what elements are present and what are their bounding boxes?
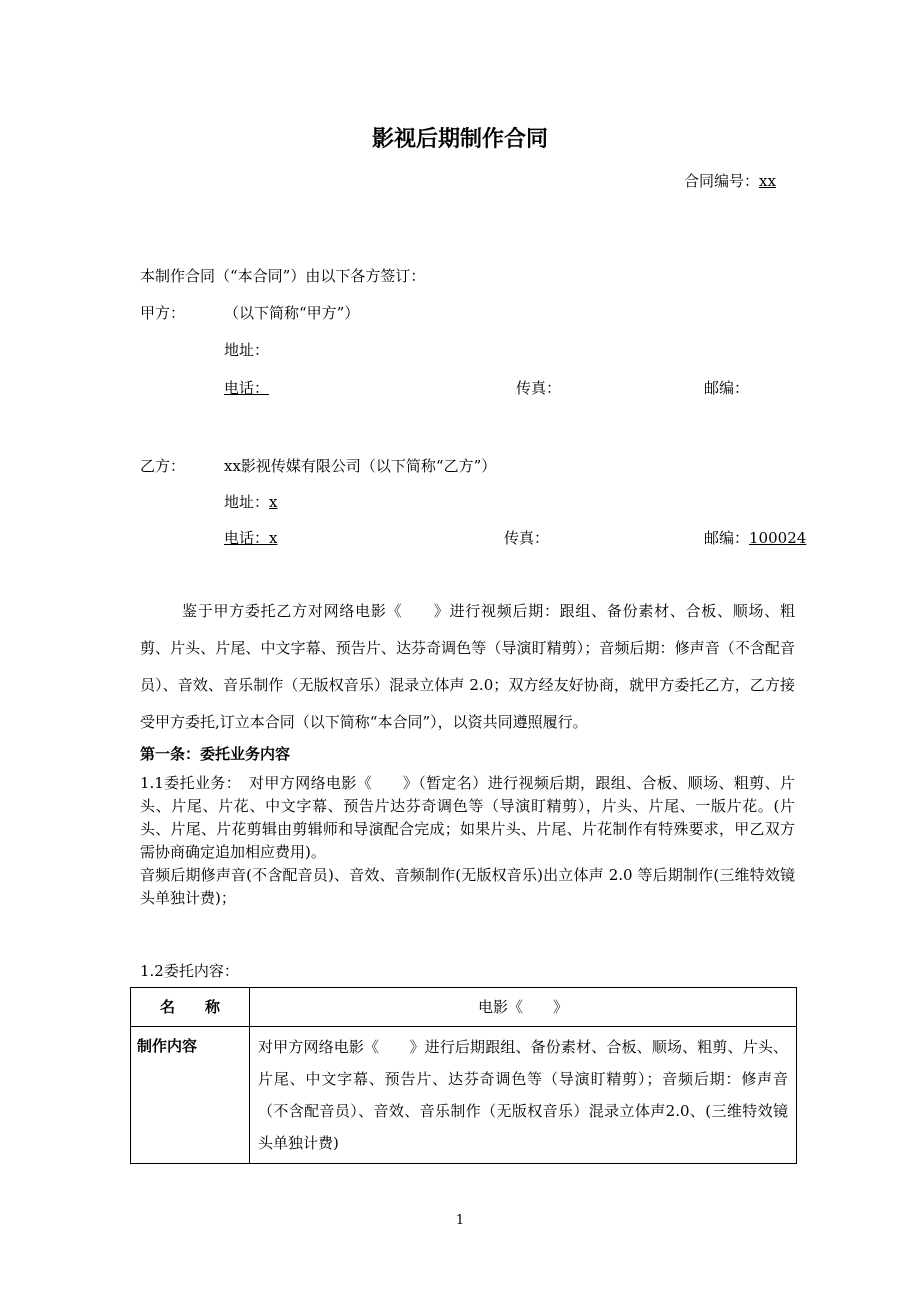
party-b-address-value: x bbox=[269, 493, 278, 511]
party-a-address-label: 地址： bbox=[224, 341, 270, 359]
article-1-heading: 第一条：委托业务内容 bbox=[140, 745, 291, 763]
contract-number-value: xx bbox=[759, 172, 776, 190]
party-b-address-label: 地址： bbox=[224, 493, 270, 511]
party-a-postcode-label: 邮编： bbox=[704, 379, 750, 397]
party-b-postcode-value: 100024 bbox=[749, 529, 807, 547]
party-b-phone-value: x bbox=[269, 529, 278, 547]
article-1-2-label: 1.2委托内容： bbox=[140, 962, 239, 980]
content-value-cell: 对甲方网络电影《 》进行后期跟组、备份素材、合板、顺场、粗剪、片头、片尾、中文字幕、预告片、达芬奇调色等（导演盯精剪）；音频后期：修声音（不含配音员）、音效、音乐制作（无版权音乐）混录立体声2.0、(三维特效镜头单独计费) bbox=[250, 1027, 797, 1164]
table-row bbox=[131, 1027, 797, 1164]
contract-number bbox=[684, 170, 776, 191]
intro-line: 本制作合同（“本合同”）由以下各方签订： bbox=[140, 267, 426, 285]
party-a-label: 甲方： bbox=[140, 304, 186, 322]
contract-number-label: 合同编号： bbox=[684, 172, 760, 190]
party-a-phone-label: 电话： bbox=[224, 379, 270, 397]
party-a-fax-label: 传真： bbox=[516, 379, 562, 397]
party-a-name: （以下简称“甲方”） bbox=[224, 304, 360, 322]
party-b-phone bbox=[224, 527, 277, 548]
party-b-phone-label: 电话： bbox=[224, 529, 270, 547]
document-title: 影视后期制作合同 bbox=[371, 127, 548, 152]
party-b-postcode-label: 邮编： bbox=[704, 529, 750, 547]
party-b-name: xx影视传媒有限公司（以下简称“乙方”） bbox=[224, 457, 497, 475]
article-1-1-paragraph: 1.1委托业务： 对甲方网络电影《 》（暂定名）进行视频后期，跟组、合板、顺场、粗剪、片头、片尾、片花、中文字幕、预告片达芬奇调色等（导演盯精剪），片头、片尾、一版片花。(片头、片尾、片花剪辑由剪辑师和导演配合完成；如果片头、片尾、片花制作有特殊要求，甲乙双方需协商确定追加相应费用)。 bbox=[140, 774, 795, 861]
preamble-paragraph: 鉴于甲方委托乙方对网络电影《 》进行视频后期：跟组、备份素材、合板、顺场、粗剪、片头、片尾、中文字幕、预告片、达芬奇调色等（导演盯精剪）；音频后期：修声音（不含配音员）、音效、音乐制作（无版权音乐）混录立体声 2.0；双方经友好协商，就甲方委托乙方，乙方接受甲方委托,订立本合同（以下简称“本合同”），以资共同遵照履行。 bbox=[140, 602, 795, 731]
party-b-postcode bbox=[704, 527, 806, 548]
party-b-address bbox=[224, 491, 277, 512]
content-label-cell: 制作内容 bbox=[131, 1027, 250, 1164]
article-1-audio-paragraph: 音频后期修声音(不含配音员)、音效、音频制作(无版权音乐)出立体声 2.0 等后期制作(三维特效镜头单独计费)； bbox=[140, 866, 795, 907]
party-b-label: 乙方： bbox=[140, 457, 186, 475]
party-b-fax-label: 传真： bbox=[504, 529, 550, 547]
name-label-cell: 名 称 bbox=[131, 988, 250, 1027]
commission-table bbox=[130, 987, 797, 1164]
table-row bbox=[131, 988, 797, 1027]
name-value-cell: 电影《 》 bbox=[250, 988, 797, 1027]
page-number: 1 bbox=[455, 1213, 465, 1228]
